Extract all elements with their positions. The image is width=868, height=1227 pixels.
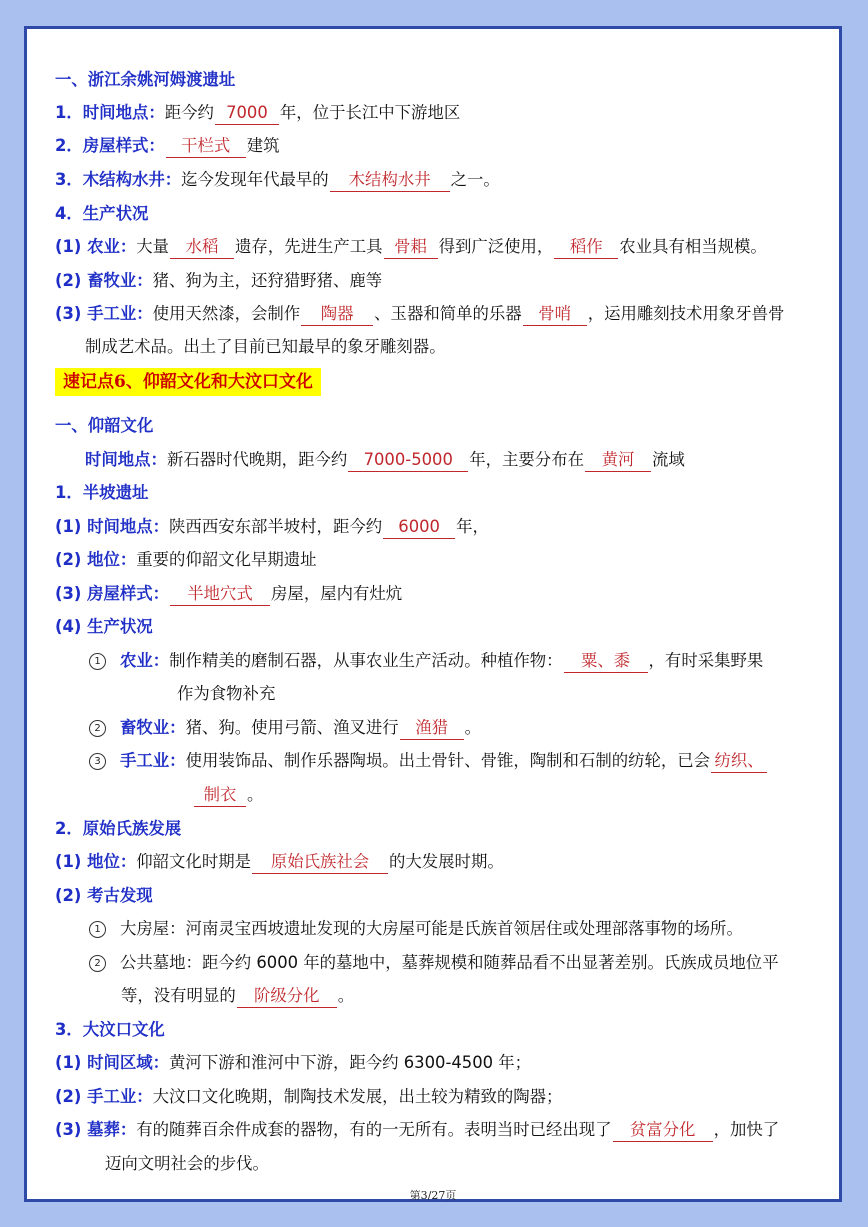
text: 使用天然漆，会制作	[152, 304, 301, 323]
circled-number: 3	[89, 753, 106, 770]
text: 仰韶文化时期是	[136, 852, 251, 871]
label: (3) 手工业：	[55, 304, 153, 323]
text: 农业具有相当规模。	[619, 237, 767, 256]
section-heading-yangshao: 一、仰韶文化	[55, 416, 154, 435]
line-agriculture	[55, 233, 839, 261]
section-heading-hemudu: 一、浙江余姚河姆渡遗址	[55, 70, 236, 89]
label: 畜牧业：	[120, 718, 186, 737]
answer-blank: 黄河	[585, 449, 651, 472]
label: (1) 时间地点：	[55, 517, 170, 536]
answer-blank: 陶器	[301, 303, 373, 326]
text: 大房屋：河南灵宝西坡遗址发现的大房屋可能是氏族首领居住或处理部落事物的场所。	[120, 919, 743, 938]
line-clan-status	[55, 848, 839, 876]
text: 流域	[651, 450, 685, 469]
text: 年，位于长江中下游地区	[279, 103, 461, 122]
label: (2) 畜牧业：	[55, 271, 153, 290]
line-livestock	[55, 267, 839, 295]
text: 建筑	[246, 136, 280, 155]
text: 大量	[136, 237, 170, 256]
line-big-house	[89, 915, 839, 943]
answer-blank: 贫富分化	[613, 1119, 713, 1142]
subheading-banpo: 1．半坡遗址	[55, 483, 149, 502]
banner-row	[55, 368, 839, 396]
text: 。	[464, 718, 482, 737]
line-dwk-time	[55, 1049, 839, 1077]
text: 黄河下游和淮河中下游，距今约 6300-4500 年；	[169, 1053, 532, 1072]
subheading-banpo-production: (4) 生产状况	[55, 617, 153, 636]
subheading-clan: 2．原始氏族发展	[55, 819, 182, 838]
text: 公共墓地：距今约 6000 年的墓地中，墓葬规模和随葬品看不出显著差别。氏族成员地位平	[120, 953, 779, 972]
answer-blank: 阶级分化	[237, 985, 337, 1008]
answer-blank: 7000	[215, 102, 279, 125]
text: 。	[247, 785, 264, 804]
text: 年，	[456, 517, 489, 536]
line-house-style	[55, 132, 839, 160]
label: 1．时间地点：	[55, 103, 165, 122]
text: 年，主要分布在	[469, 450, 584, 469]
answer-blank: 骨哨	[523, 303, 587, 326]
page-number: 第3/27页	[409, 1189, 457, 1202]
circled-number: 2	[89, 720, 106, 737]
circled-number: 2	[89, 955, 106, 972]
answer-blank: 干栏式	[166, 135, 246, 158]
answer-blank: 骨耜	[384, 236, 438, 259]
line-banpo-time	[55, 513, 839, 541]
answer-blank: 稻作	[554, 236, 618, 259]
text: 。	[337, 986, 355, 1005]
text: 使用装饰品、制作乐器陶埙。出土骨针、骨锥，陶制和石制的纺轮，已会	[185, 751, 711, 770]
label: (1) 农业：	[55, 237, 137, 256]
text: 重要的仰韶文化早期遗址	[136, 550, 317, 569]
text: 大汶口文化晚期，制陶技术发展，出土较为精致的陶器；	[152, 1087, 563, 1106]
answer-blank: 纺织、	[711, 750, 767, 773]
answer-blank: 水稻	[170, 236, 234, 259]
answer-blank: 木结构水井	[330, 169, 450, 192]
line-time-location	[55, 99, 839, 127]
text: 有的随葬百余件成套的器物，有的一无所有。表明当时已经出现了	[136, 1120, 612, 1139]
label: 农业：	[120, 651, 170, 670]
answer-blank: 半地穴式	[170, 583, 270, 606]
text: 等，没有明显的	[121, 986, 236, 1005]
line-cemetery-cont	[121, 982, 839, 1010]
text: 之一。	[450, 170, 500, 189]
text: ，加快了	[713, 1120, 780, 1139]
answer-blank: 制衣	[194, 784, 246, 807]
answer-blank: 原始氏族社会	[252, 851, 388, 874]
subheading-production: 4．生产状况	[55, 204, 149, 223]
answer-blank: 7000-5000	[348, 449, 468, 472]
line-wooden-well	[55, 166, 839, 194]
circled-number: 1	[89, 653, 106, 670]
line-dwk-burial	[55, 1116, 839, 1144]
answer-blank: 6000	[383, 516, 455, 539]
text: 遗存，先进生产工具	[235, 237, 383, 256]
line-dwk-handicraft	[55, 1083, 839, 1111]
text: 陕西西安东部半坡村，距今约	[169, 517, 383, 536]
text: 、玉器和简单的乐器	[374, 304, 522, 323]
text: 猪、狗为主，还狩猎野猪、鹿等	[152, 271, 383, 290]
subheading-archaeology: (2) 考古发现	[55, 886, 153, 905]
label: (2) 地位：	[55, 550, 137, 569]
label: 手工业：	[120, 751, 186, 770]
text: 制作精美的磨制石器，从事农业生产活动。种植作物：	[169, 651, 563, 670]
line-banpo-handicraft-cont	[193, 781, 839, 809]
text: 距今约	[164, 103, 214, 122]
line-dwk-burial-cont: 迈向文明社会的步伐。	[105, 1154, 269, 1173]
line-banpo-agriculture-cont: 作为食物补充	[177, 684, 276, 703]
text: 新石器时代晚期，距今约	[166, 450, 348, 469]
line-banpo-house	[55, 580, 839, 608]
answer-blank: 渔猎	[400, 717, 464, 740]
line-handicraft	[55, 300, 839, 328]
label: (3) 房屋样式：	[55, 584, 170, 603]
line-banpo-livestock	[89, 714, 839, 742]
label: (1) 地位：	[55, 852, 137, 871]
section-banner: 速记点6、仰韶文化和大汶口文化	[55, 368, 321, 396]
line-cemetery	[89, 949, 839, 977]
circled-number: 1	[89, 921, 106, 938]
line-banpo-agriculture	[89, 647, 839, 675]
text: 猪、狗。使用弓箭、渔叉进行	[185, 718, 399, 737]
text: 房屋，屋内有灶炕	[271, 584, 403, 603]
text: 得到广泛使用，	[438, 237, 554, 256]
label: (3) 墓葬：	[55, 1120, 137, 1139]
label: 2．房屋样式：	[55, 136, 165, 155]
line-handicraft-cont: 制成艺术品。出土了目前已知最早的象牙雕刻器。	[85, 337, 446, 356]
subheading-dawenkou: 3．大汶口文化	[55, 1020, 165, 1039]
label: 3．木结构水井：	[55, 170, 182, 189]
answer-blank: 粟、黍	[564, 650, 648, 673]
text: ，有时采集野果	[648, 651, 764, 670]
line-banpo-handicraft	[89, 747, 839, 775]
text: 迄今发现年代最早的	[181, 170, 329, 189]
label: (2) 手工业：	[55, 1087, 153, 1106]
text: 的大发展时期。	[389, 852, 504, 871]
line-banpo-status	[55, 546, 839, 574]
document-page	[24, 26, 842, 1202]
line-ys-time	[85, 446, 839, 474]
label: (1) 时间区域：	[55, 1053, 170, 1072]
label: 时间地点：	[85, 450, 167, 469]
text: ，运用雕刻技术用象牙兽骨	[587, 304, 785, 323]
